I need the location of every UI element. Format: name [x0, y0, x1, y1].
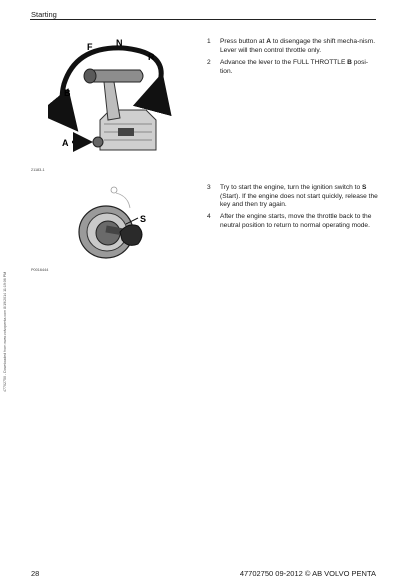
- header-divider: [30, 19, 376, 20]
- ignition-switch-illustration: [68, 182, 163, 267]
- throttle-lever-illustration: [48, 32, 173, 162]
- step-4: 4 After the engine starts, move the throttle back to the neutral position to return to normal operating mode.: [207, 213, 372, 229]
- figure-code: P0016444: [31, 268, 49, 272]
- step-3: 3 Try to start the engine, turn the ignition switch to S (Start). If the engine does not start quickly, release the key and then try again.: [207, 184, 378, 209]
- download-note: 47702750 - Downloaded from www.volvopenta.com 8/19/2014 11:19:06 PM: [3, 271, 7, 392]
- step-2: 2 Advance the lever to the FULL THROTTLE B posi-tion.: [207, 59, 369, 75]
- step-1: 1 Press button at A to disengage the shift mecha-nism. Lever will then control throttle only.: [207, 38, 376, 54]
- label-a: A: [62, 138, 69, 148]
- label-f: F: [87, 42, 93, 52]
- figure-code: 21183-1: [31, 168, 45, 172]
- shift-release-button: [93, 137, 103, 147]
- section-title: Starting: [31, 10, 57, 19]
- label-n: N: [116, 38, 123, 48]
- document-id: 47702750 09-2012 © AB VOLVO PENTA: [239, 569, 376, 578]
- label-s: S: [140, 214, 147, 224]
- label-b: B: [64, 88, 71, 98]
- label-r: R: [148, 52, 155, 62]
- page-number: 28: [31, 569, 40, 578]
